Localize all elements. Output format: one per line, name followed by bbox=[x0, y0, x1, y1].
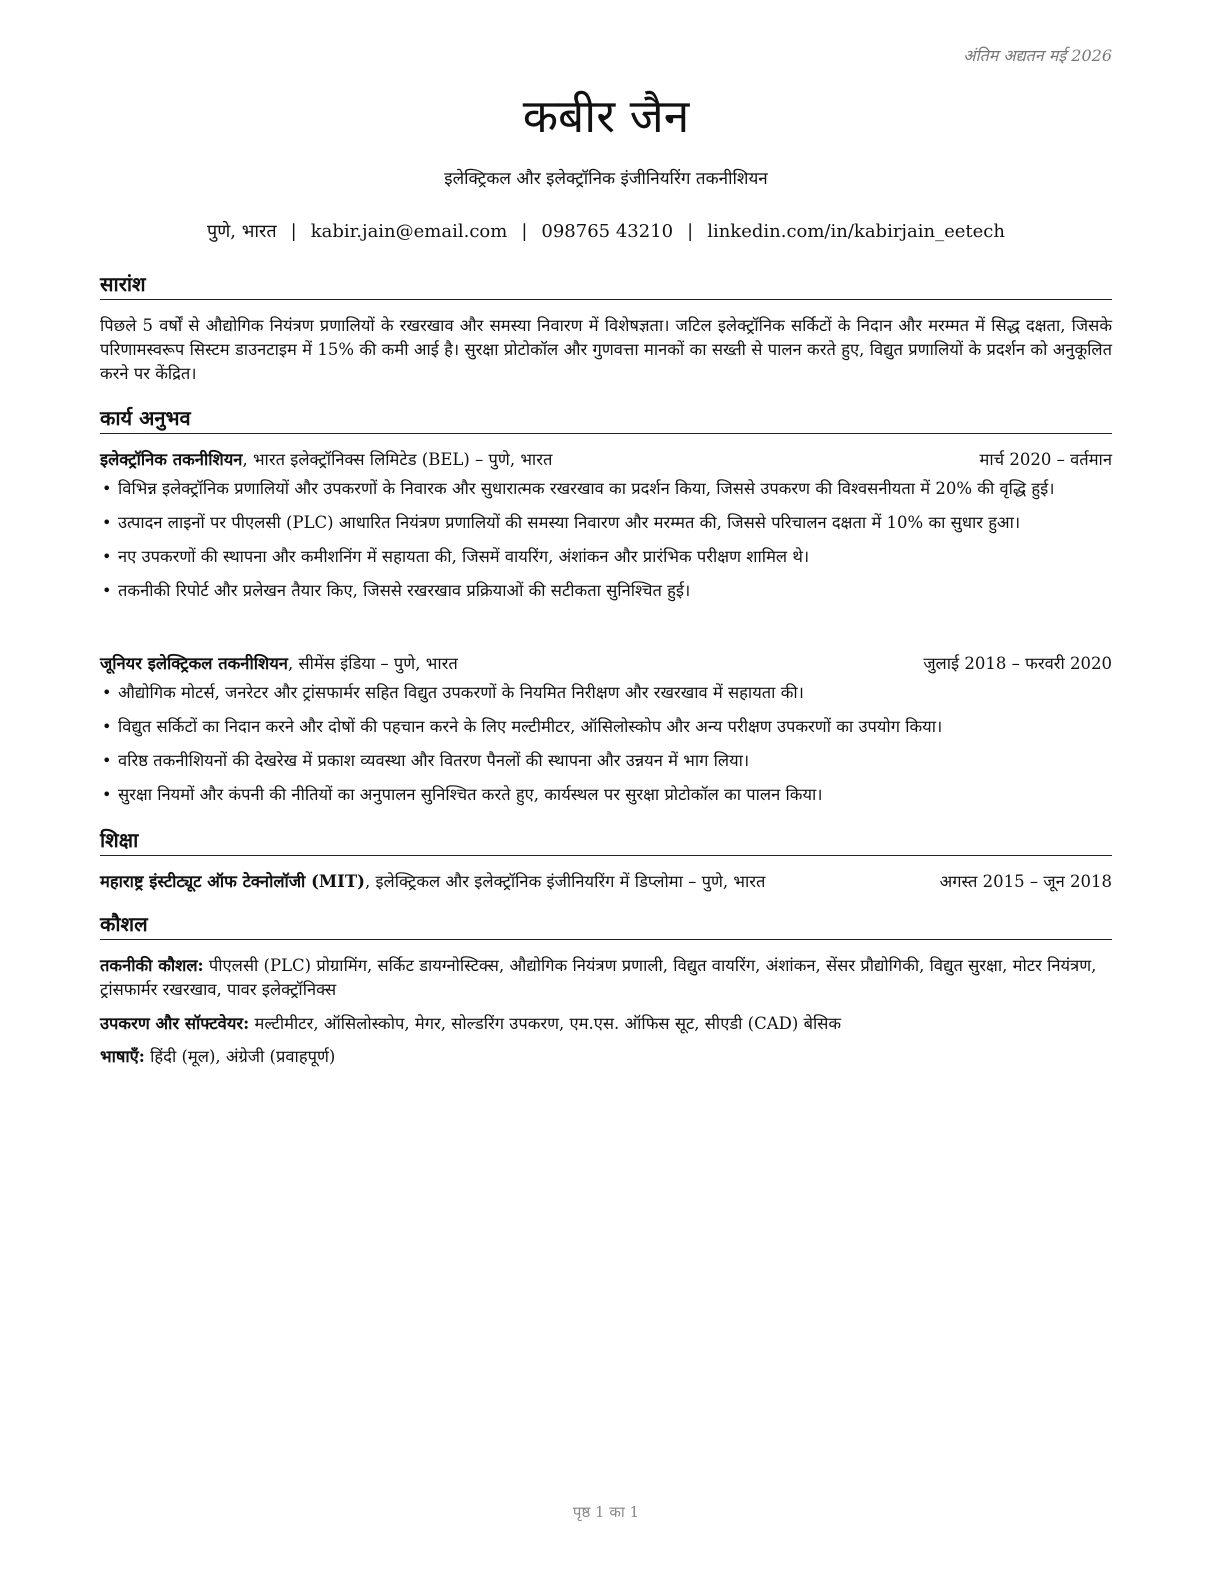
job-role: जूनियर इलेक्ट्रिकल तकनीशियन bbox=[100, 654, 288, 673]
bullet-icon: • bbox=[102, 785, 112, 804]
job-header bbox=[100, 448, 1112, 472]
list-item: • उत्पादन लाइनों पर पीएलसी (PLC) आधारित नियंत्रण प्रणालियों की समस्या निवारण और मरम्मत की, जिससे परिचालन दक्षता में 10% का सुधार हुआ। bbox=[100, 511, 1112, 535]
last-updated: अंतिम अद्यतन मई 2026 bbox=[963, 46, 1112, 65]
job-title: इलेक्ट्रिकल और इलेक्ट्रॉनिक इंजीनियरिंग तकनीशियन bbox=[444, 169, 768, 189]
bullet-icon: • bbox=[102, 751, 112, 770]
contact-line bbox=[100, 218, 1112, 246]
bullet-icon: • bbox=[102, 547, 112, 566]
candidate-name: कबीर जैन bbox=[522, 89, 690, 143]
skills-technical-label: तकनीकी कौशल: bbox=[100, 956, 204, 975]
contact-location: पुणे, भारत bbox=[207, 221, 277, 242]
page-number: पृष्ठ 1 का 1 bbox=[572, 1503, 640, 1521]
skills-languages-list: हिंदी (मूल), अंग्रेजी (प्रवाहपूर्ण) bbox=[144, 1047, 336, 1066]
skills-tools-list: मल्टीमीटर, ऑसिलोस्कोप, मेगर, सोल्डरिंग उपकरण, एम.एस. ऑफिस सूट, सीएडी (CAD) बेसिक bbox=[249, 1014, 842, 1033]
contact-separator: | bbox=[290, 221, 297, 242]
list-item: • तकनीकी रिपोर्ट और प्रलेखन तैयार किए, जिससे रखरखाव प्रक्रियाओं की सटीकता सुनिश्चित हुई। bbox=[100, 579, 1112, 603]
summary-heading: सारांश bbox=[100, 270, 1112, 300]
skills-tools bbox=[100, 1012, 1112, 1036]
contact-linkedin[interactable]: linkedin.com/in/kabirjain_eetech bbox=[707, 221, 1005, 242]
list-item: • विभिन्न इलेक्ट्रॉनिक प्रणालियों और उपकरणों के निवारक और सुधारात्मक रखरखाव का प्रदर्शन किया, जिससे उपकरण की विश्वसनीयता में 20% की वृद्धि हुई। bbox=[100, 477, 1112, 501]
skills-technical-list: पीएलसी (PLC) प्रोग्रामिंग, सर्किट डायग्नोस्टिक्स, औद्योगिक नियंत्रण प्रणाली, विद्युत वायरिंग, अंशांकन, सेंसर प्रौद्योगिकी, विद्युत सुरक्षा, मोटर नियंत्रण, ट्रांसफार्मर रखरखाव, पावर इलेक्ट्रॉनिक्स bbox=[100, 956, 1097, 999]
skills-heading: कौशल bbox=[100, 910, 1112, 940]
skills-technical bbox=[100, 954, 1112, 1002]
job-header bbox=[100, 652, 1112, 676]
contact-separator: | bbox=[521, 221, 528, 242]
bullet-icon: • bbox=[102, 683, 112, 702]
summary-text: पिछले 5 वर्षों से औद्योगिक नियंत्रण प्रणालियों के रखरखाव और समस्या निवारण में विशेषज्ञता। जटिल इलेक्ट्रॉनिक सर्किटों के निदान और मरम्मत में सिद्ध दक्षता, जिसके परिणामस्वरूप सिस्टम डाउनटाइम में 15% की कमी आई है। सुरक्षा प्रोटोकॉल और गुणवत्ता मानकों का सख्ती से पालन करते हुए, विद्युत प्रणालियों के प्रदर्शन को अनुकूलित करने पर केंद्रित। bbox=[100, 316, 1112, 383]
contact-separator: | bbox=[687, 221, 694, 242]
education-heading: शिक्षा bbox=[100, 826, 1112, 856]
education-row bbox=[100, 870, 1112, 894]
education-detail: , इलेक्ट्रिकल और इलेक्ट्रॉनिक इंजीनियरिंग में डिप्लोमा – पुणे, भारत bbox=[364, 872, 766, 891]
list-item: • नए उपकरणों की स्थापना और कमीशनिंग में सहायता की, जिसमें वायरिंग, अंशांकन और प्रारंभिक परीक्षण शामिल थे। bbox=[100, 545, 1112, 569]
contact-email[interactable]: kabir.jain@email.com bbox=[310, 221, 508, 242]
experience-heading: कार्य अनुभव bbox=[100, 404, 1112, 434]
job-dates: जुलाई 2018 – फरवरी 2020 bbox=[923, 654, 1112, 673]
bullet-icon: • bbox=[102, 717, 112, 736]
resume-page bbox=[100, 0, 1112, 1584]
list-item: • औद्योगिक मोटर्स, जनरेटर और ट्रांसफार्मर सहित विद्युत उपकरणों के नियमित निरीक्षण और रखरखाव में सहायता की। bbox=[100, 681, 1112, 705]
education-dates: अगस्त 2015 – जून 2018 bbox=[939, 872, 1112, 891]
bullet-icon: • bbox=[102, 479, 112, 498]
education-institution: महाराष्ट्र इंस्टीट्यूट ऑफ टेक्नोलॉजी (MIT) bbox=[100, 872, 365, 891]
skills-languages bbox=[100, 1045, 1112, 1069]
job-bullets bbox=[100, 681, 1112, 817]
bullet-icon: • bbox=[102, 581, 112, 600]
skills-languages-label: भाषाएँ: bbox=[100, 1047, 145, 1066]
job-role: इलेक्ट्रॉनिक तकनीशियन bbox=[100, 450, 243, 469]
job-org: , भारत इलेक्ट्रॉनिक्स लिमिटेड (BEL) – पुणे, भारत bbox=[242, 450, 553, 469]
job-dates: मार्च 2020 – वर्तमान bbox=[979, 450, 1112, 469]
job-org: , सीमेंस इंडिया – पुणे, भारत bbox=[287, 654, 458, 673]
bullet-icon: • bbox=[102, 513, 112, 532]
skills-tools-label: उपकरण और सॉफ्टवेयर: bbox=[100, 1014, 250, 1033]
contact-phone: 098765 43210 bbox=[541, 221, 674, 242]
job-bullets bbox=[100, 477, 1112, 613]
list-item: • विद्युत सर्किटों का निदान करने और दोषों की पहचान करने के लिए मल्टीमीटर, ऑसिलोस्कोप और अन्य परीक्षण उपकरणों का उपयोग किया। bbox=[100, 715, 1112, 739]
list-item: • वरिष्ठ तकनीशियनों की देखरेख में प्रकाश व्यवस्था और वितरण पैनलों की स्थापना और उन्नयन में भाग लिया। bbox=[100, 749, 1112, 773]
list-item: • सुरक्षा नियमों और कंपनी की नीतियों का अनुपालन सुनिश्चित करते हुए, कार्यस्थल पर सुरक्षा प्रोटोकॉल का पालन किया। bbox=[100, 783, 1112, 807]
